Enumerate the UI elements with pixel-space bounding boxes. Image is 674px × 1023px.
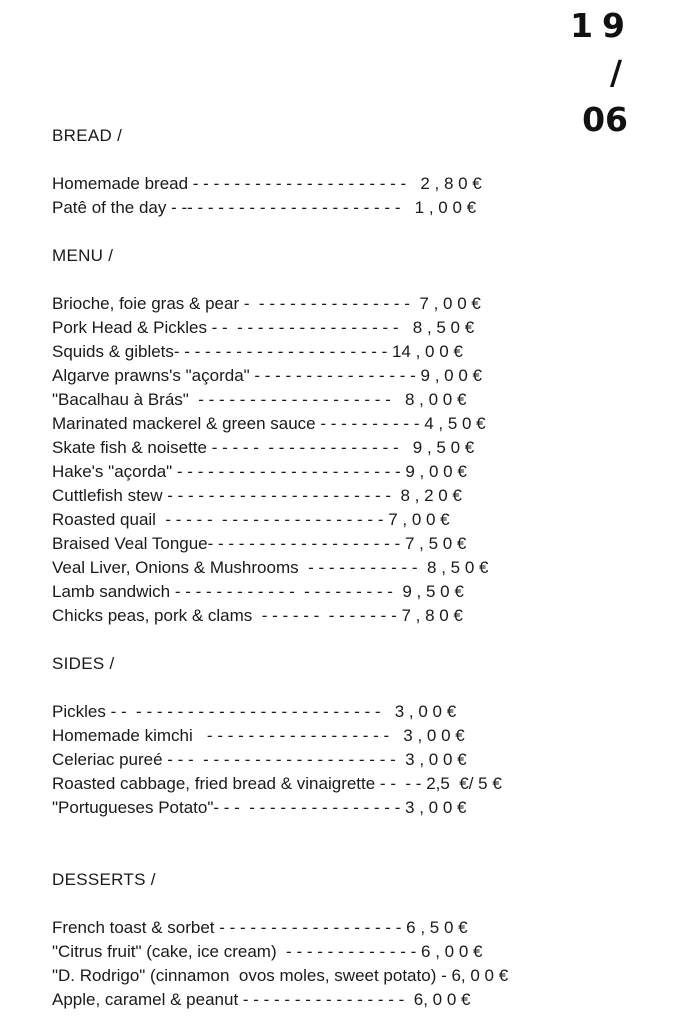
menu-item: Braised Veal Tongue- - - - - - - - - - - - - - - - - - - 7 , 5 0 € [52, 534, 467, 553]
menu-item: Pork Head & Pickles - - - - - - - - - - - - - - - - - - 8 , 5 0 € [52, 318, 475, 337]
section-title-menu: MENU / [52, 246, 114, 265]
section-menu [52, 244, 552, 628]
menu-item: Lamb sandwich - - - - - - - - - - - - - - - - - - - - - 9 , 5 0 € [52, 582, 464, 601]
menu-item: French toast & sorbet - - - - - - - - - - - - - - - - - - 6 , 5 0 € [52, 918, 468, 937]
date-separator: / [609, 53, 622, 92]
menu-item: Pickles - - - - - - - - - - - - - - - - - - - - - - - - - - 3 , 0 0 € [52, 702, 457, 721]
section-title-desserts: DESSERTS / [52, 870, 156, 889]
menu-item: "Bacalhau à Brás" - - - - - - - - - - - - - - - - - - - 8 , 0 0 € [52, 390, 467, 409]
items-menu [52, 292, 552, 628]
date-block [558, 2, 634, 143]
menu-item: Brioche, foie gras & pear - - - - - - - - - - - - - - - - 7 , 0 0 € [52, 294, 481, 313]
menu-item: Marinated mackerel & green sauce - - - - - - - - - - 4 , 5 0 € [52, 414, 486, 433]
menu-item: "D. Rodrigo" (cinnamon ovos moles, sweet potato) - 6, 0 0 € [52, 966, 509, 985]
menu-item: Homemade kimchi - - - - - - - - - - - - - - - - - - 3 , 0 0 € [52, 726, 465, 745]
menu-item: Apple, caramel & peanut - - - - - - - - - - - - - - - - 6, 0 0 € [52, 990, 471, 1009]
menu-item: Cuttlefish stew - - - - - - - - - - - - - - - - - - - - - - 8 , 2 0 € [52, 486, 462, 505]
menu-item: Patê of the day - -- - - - - - - - - - - - - - - - - - - - - 1 , 0 0 € [52, 198, 477, 217]
date-day: 19 [570, 6, 634, 45]
menu-item: Skate fish & noisette - - - - - - - - - - - - - - - - - - 9 , 5 0 € [52, 438, 475, 457]
menu-document [52, 124, 552, 1012]
items-bread [52, 172, 552, 220]
menu-item: Chicks peas, pork & clams - - - - - - - - - - - - - 7 , 8 0 € [52, 606, 463, 625]
menu-item: "Citrus fruit" (cake, ice cream) - - - - - - - - - - - - - 6 , 0 0 € [52, 942, 483, 961]
menu-item: Algarve prawns's "açorda" - - - - - - - - - - - - - - - - 9 , 0 0 € [52, 366, 482, 385]
menu-item: Veal Liver, Onions & Mushrooms - - - - - - - - - - - 8 , 5 0 € [52, 558, 489, 577]
menu-item: Roasted cabbage, fried bread & vinaigrette - - - - 2,5 €/ 5 € [52, 774, 502, 793]
menu-item: "Portugueses Potato"- - - - - - - - - - - - - - - - - - 3 , 0 0 € [52, 798, 467, 817]
section-sides [52, 652, 552, 820]
section-bread [52, 124, 552, 220]
menu-item: Celeriac pureé - - - - - - - - - - - - - - - - - - - - - - 3 , 0 0 € [52, 750, 467, 769]
menu-item: Hake's "açorda" - - - - - - - - - - - - - - - - - - - - - - 9 , 0 0 € [52, 462, 467, 481]
date-month: 06 [582, 100, 628, 139]
menu-item: Squids & giblets- - - - - - - - - - - - - - - - - - - - - 14 , 0 0 € [52, 342, 463, 361]
section-desserts [52, 868, 552, 1012]
items-sides [52, 700, 552, 820]
items-desserts [52, 916, 552, 1012]
section-title-bread: BREAD / [52, 126, 123, 145]
menu-item: Homemade bread - - - - - - - - - - - - - - - - - - - - - 2 , 8 0 € [52, 174, 482, 193]
menu-item: Roasted quail - - - - - - - - - - - - - - - - - - - - - 7 , 0 0 € [52, 510, 450, 529]
section-title-sides: SIDES / [52, 654, 115, 673]
